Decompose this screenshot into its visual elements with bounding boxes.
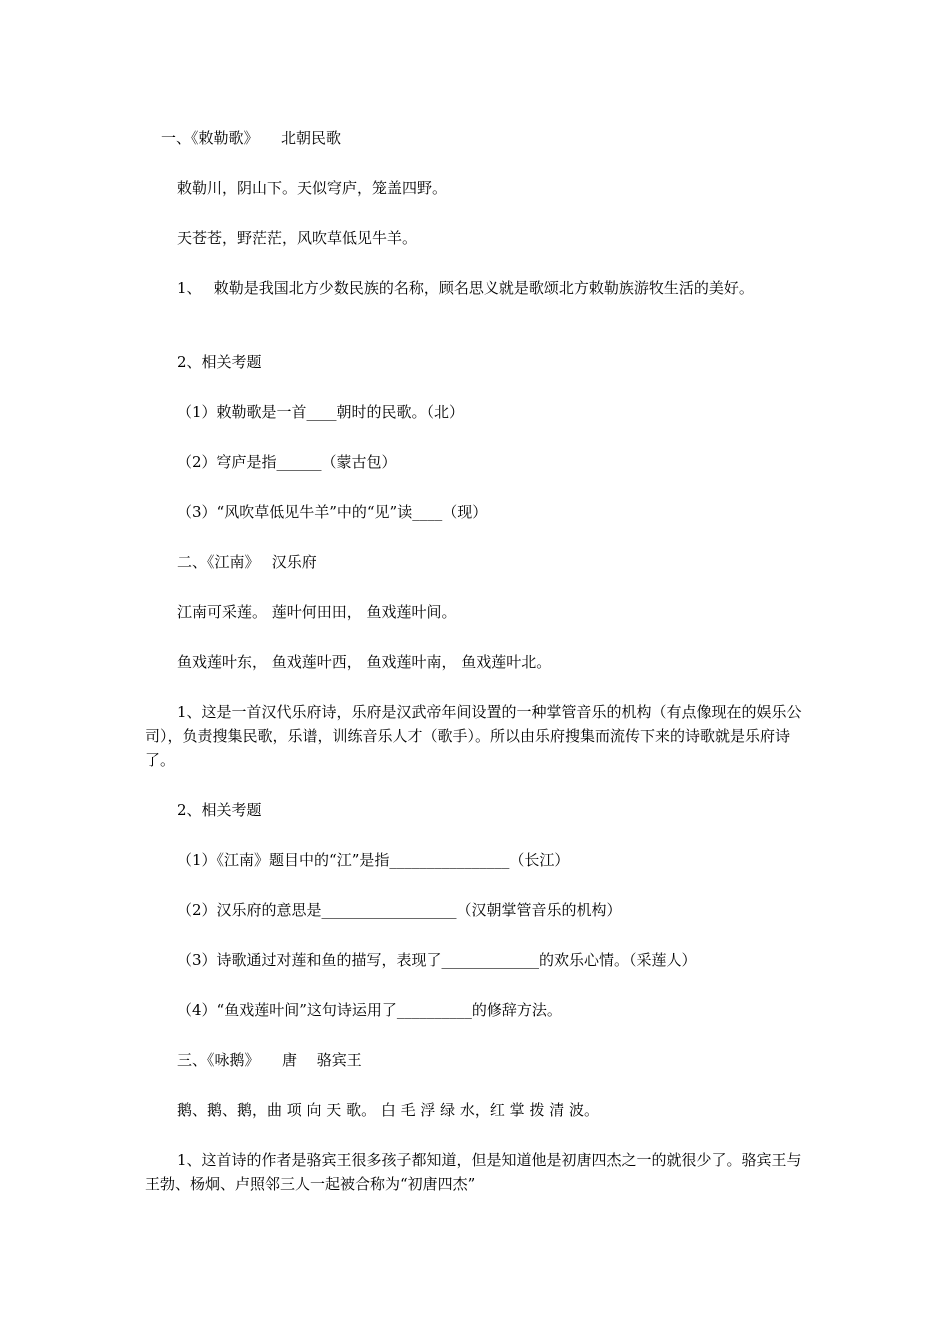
section-1-question-3: （3）“风吹草低见牛羊”中的“见”读____（现） <box>177 503 488 521</box>
section-2-question-1: （1）《江南》题目中的“江”是指________________（长江） <box>177 851 570 869</box>
section-1-poem-line-1: 敕勒川，阴山下。天似穹庐，笼盖四野。 <box>177 179 448 197</box>
section-2-question-3: （3）诗歌通过对莲和鱼的描写，表现了_____________的欢乐心情。（采莲人） <box>177 951 697 969</box>
section-1-note-1: 1、 敕勒是我国北方少数民族的名称，顾名思义就是歌颂北方敕勒族游牧生活的美好。 <box>177 279 754 297</box>
section-3-poem-line-1: 鹅、鹅、鹅，曲 项 向 天 歌。 白 毛 浮 绿 水，红 掌 拨 清 波。 <box>177 1101 599 1119</box>
section-1-question-1: （1）敕勒歌是一首____朝时的民歌。（北） <box>177 403 465 421</box>
section-1-heading: 一、《敕勒歌》 北朝民歌 <box>161 129 342 147</box>
section-2-poem-line-2: 鱼戏莲叶东， 鱼戏莲叶西， 鱼戏莲叶南， 鱼戏莲叶北。 <box>177 653 552 671</box>
section-1-question-2: （2）穹庐是指______（蒙古包） <box>177 453 397 471</box>
section-3-heading: 三、《咏鹅》 唐 骆宾王 <box>177 1051 362 1069</box>
section-2-question-2: （2）汉乐府的意思是__________________（汉朝掌管音乐的机构） <box>177 901 622 919</box>
section-3-note-1: 1、这首诗的作者是骆宾王很多孩子都知道，但是知道他是初唐四杰之一的就很少了。骆宾王与王勃、杨炯、卢照邻三人一起被合称为“初唐四杰” <box>145 1151 802 1193</box>
section-1-poem-line-2: 天苍苍，野茫茫，风吹草低见牛羊。 <box>177 229 418 247</box>
section-1-note-2-title: 2、相关考题 <box>177 353 262 371</box>
section-2-poem-line-1: 江南可采莲。 莲叶何田田， 鱼戏莲叶间。 <box>177 603 457 621</box>
section-2-note-2-title: 2、相关考题 <box>177 801 262 819</box>
section-2-note-1: 1、这是一首汉代乐府诗，乐府是汉武帝年间设置的一种掌管音乐的机构（有点像现在的娱乐公司），负责搜集民歌，乐谱，训练音乐人才（歌手）。所以由乐府搜集而流传下来的诗歌就是乐府诗了。 <box>145 703 802 769</box>
section-2-heading: 二、《江南》 汉乐府 <box>177 553 317 571</box>
section-2-question-4: （4）“鱼戏莲叶间”这句诗运用了__________的修辞方法。 <box>177 1001 562 1019</box>
